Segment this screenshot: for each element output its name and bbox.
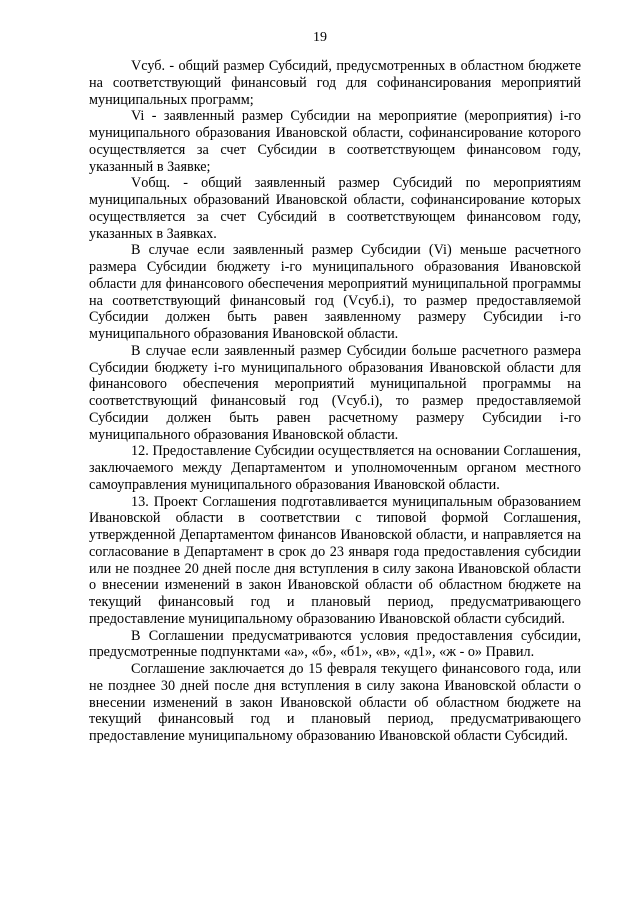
paragraph-agreement-deadline: Соглашение заключается до 15 февраля текущего финансового года, или не позднее 30 дней после дня вступления в силу закона Ивановской области о внесении изменений в закон Ивановской области об областном бюджете на текущий финансовый год и плановый период, предусматривающего предоставление муниципальному образованию Ивановской области Субсидий. [89,661,581,744]
paragraph-v-i: Vi - заявленный размер Субсидии на мероприятие (мероприятия) i-го муниципального образования Ивановской области, софинансирование которого осуществляется за счет Субсидии в соответствующем финансовом году, указанный в Заявке; [89,108,581,175]
paragraph-agreement-conditions: В Соглашении предусматриваются условия предоставления субсидии, предусмотренные подпунктами «а», «б», «б1», «в», «д1», «ж - о» Правил. [89,627,581,661]
page-number: 19 [313,30,327,45]
document-body [89,58,581,745]
paragraph-case-more: В случае если заявленный размер Субсидии больше расчетного размера Субсидии бюджету i-го муниципального образования Ивановской области для финансового обеспечения мероприятий муниципальной программы на соответствующий финансовый год (Vсуб.i), то размер предоставляемой Субсидии должен быть равен расчетному размеру Субсидии i-го муниципального образования Ивановской области. [89,342,581,443]
paragraph-v-sub: Vсуб. - общий размер Субсидий, предусмотренных в областном бюджете на соответствующий финансовый год для софинансирования мероприятий муниципальных программ; [89,58,581,108]
paragraph-item-12: 12. Предоставление Субсидии осуществляется на основании Соглашения, заключаемого между Департаментом и уполномоченным органом местного самоуправления муниципального образования Ивановской области. [89,443,581,493]
paragraph-item-13: 13. Проект Соглашения подготавливается муниципальным образованием Ивановской области в соответствии с типовой формой Соглашения, утвержденной Департаментом финансов Ивановской области, и направляется на согласование в Департамент в срок до 23 января года предоставления субсидии или не позднее 20 дней после дня вступления в силу закона Ивановской области о внесении изменений в закон Ивановской области об областном бюджете на текущий финансовый год и плановый период, предусматривающего предоставление муниципальному образованию Ивановской области субсидий. [89,493,581,627]
paragraph-v-total: Vобщ. - общий заявленный размер Субсидий по мероприятиям муниципальных образований Ивановской области, софинансирование которых осуществляется за счет Субсидий в соответствующем финансовом году, указанных в Заявках. [89,175,581,242]
paragraph-case-less: В случае если заявленный размер Субсидии (Vi) меньше расчетного размера Субсидии бюджету i-го муниципального образования Ивановской области для финансового обеспечения мероприятий муниципальной программы на соответствующий финансовый год (Vсуб.i), то размер предоставляемой Субсидии должен быть равен заявленному размеру Субсидии i-го муниципального образования Ивановской области. [89,242,581,342]
